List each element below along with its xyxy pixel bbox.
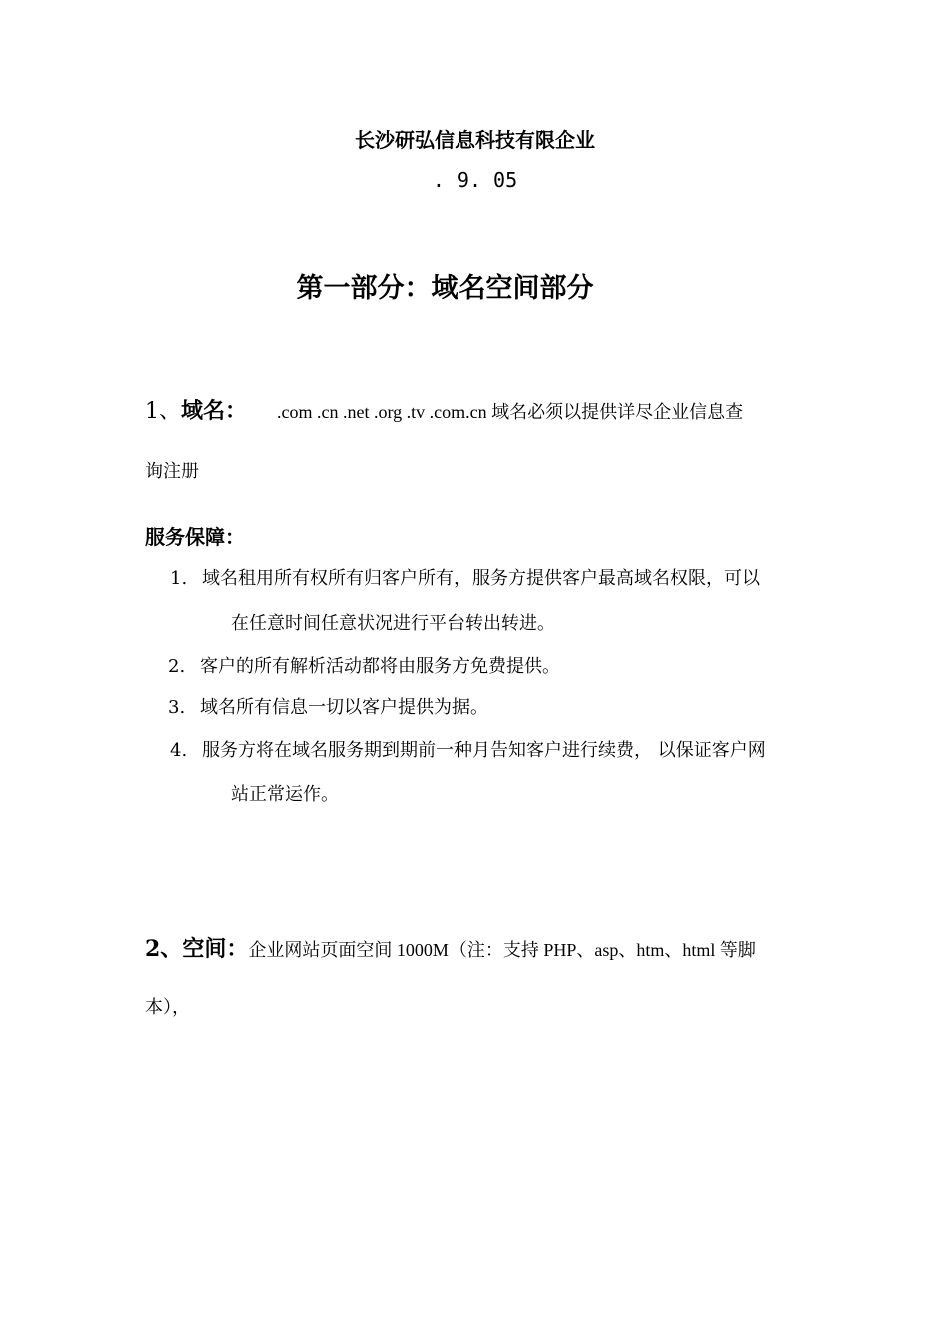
section-space [145, 932, 756, 963]
section-text: 企业网站页面空间 1000M（注：支持 PHP、asp、htm、html 等脚 [248, 940, 756, 960]
document-date: . 9. 05 [432, 168, 518, 192]
section-number: 1、 [145, 399, 181, 424]
list-item [168, 652, 560, 678]
part-title: 第一部分：域名空间部分 [296, 273, 594, 304]
section-label: 空间： [182, 936, 249, 962]
list-item [170, 736, 766, 762]
section-label: 域名： [181, 398, 248, 424]
list-item [170, 564, 760, 590]
list-number: 2. [168, 656, 186, 677]
list-text: 域名租用所有权所有归客户所有，服务方提供客户最高域名权限，可以 [202, 568, 760, 589]
list-item [168, 693, 488, 719]
company-name: 长沙研弘信息科技有限企业 [355, 128, 595, 152]
service-title: 服务保障： [145, 525, 245, 549]
list-item-continued: 在任意时间任意状况进行平台转出转进。 [231, 613, 555, 634]
list-number: 4. [170, 740, 188, 761]
section-domain [145, 394, 743, 425]
list-text: 客户的所有解析活动都将由服务方免费提供。 [200, 656, 560, 677]
list-number: 1. [170, 568, 188, 589]
section-number: 2、 [145, 936, 183, 962]
list-text: 域名所有信息一切以客户提供为据。 [200, 697, 488, 718]
section-domain-continued: 询注册 [145, 461, 199, 482]
section-space-continued: 本）， [145, 997, 190, 1018]
list-item-continued: 站正常运作。 [231, 784, 339, 805]
list-text: 服务方将在域名服务期到期前一种月告知客户进行续费， 以保证客户网 [202, 740, 766, 761]
list-number: 3. [168, 697, 186, 718]
section-text: .com .cn .net .org .tv .com.cn 域名必须以提供详尽企业信息查 [277, 402, 744, 422]
